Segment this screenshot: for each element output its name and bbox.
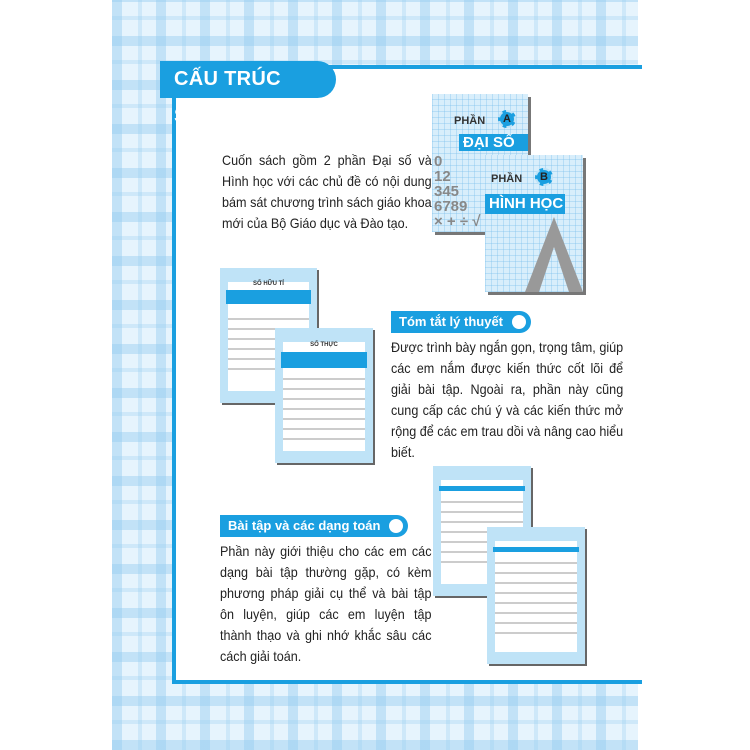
numbers-illustration: 0 12 345 6789 × + ÷ √ <box>434 153 481 230</box>
part-name: HÌNH HỌC <box>485 194 565 214</box>
part-letter-badge: A <box>498 110 516 128</box>
part-label: PHẦN <box>491 173 523 185</box>
book-cover-b <box>485 155 583 292</box>
theory-label-text: Tóm tắt lý thuyết <box>399 314 504 329</box>
part-label: PHẦN <box>454 115 486 127</box>
compass-icon <box>525 217 583 292</box>
page-title-text: SỐ THỰC <box>310 342 338 348</box>
intro-text: Cuốn sách gồm 2 phần Đại số và Hình học với các chủ đề có nội dung bám sát chương trình sách giáo khoa mới của Bộ Giáo dục và Đào tạo. <box>222 152 432 231</box>
part-letter-badge: B <box>535 168 553 186</box>
page-title-text: SỐ HỮU TỈ <box>253 281 284 287</box>
circle-icon <box>512 315 526 329</box>
exercises-label <box>220 515 408 537</box>
exercises-text: Phần này giới thiệu cho các em các dạng bài tập thường gặp, có kèm phương pháp giải cụ thể và bài tập ôn luyện, giúp các em luyện tập thành thạo và ghi nhớ khắc sâu các cách giải toán. <box>220 543 432 664</box>
circle-icon <box>389 519 403 533</box>
theory-text: Được trình bày ngắn gọn, trọng tâm, giúp các em nắm được kiến thức cốt lõi để giải bài tập. Ngoài ra, phần này cũng cung cấp các chú ý và các kiến thức mở rộng để các em trau dồi và nâng cao hiểu biết. <box>391 339 624 460</box>
exercises-label-text: Bài tập và các dạng toán <box>228 518 381 533</box>
sample-page-4 <box>487 527 585 664</box>
page-title: CẤU TRÚC SÁCH <box>160 61 336 98</box>
part-name: ĐẠI SỐ <box>459 134 528 151</box>
theory-label <box>391 311 531 333</box>
sample-page-2 <box>275 328 373 463</box>
